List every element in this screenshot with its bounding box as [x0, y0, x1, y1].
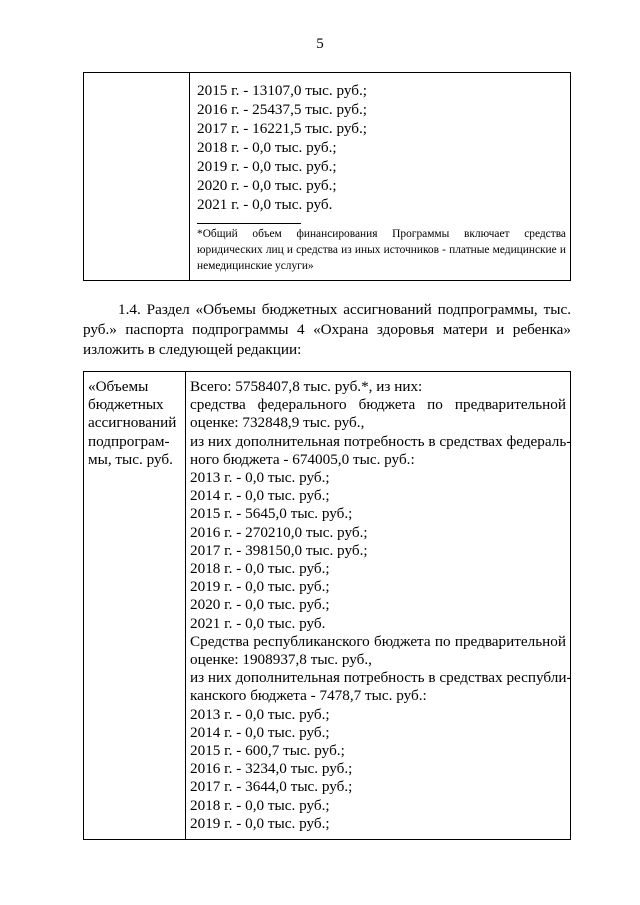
year-line: 2014 г. - 0,0 тыс. руб.;: [190, 487, 330, 505]
label-line: подпрограм-: [88, 432, 170, 450]
year-line: 2020 г. - 0,0 тыс. руб.;: [190, 596, 330, 614]
year-line: 2016 г. - 3234,0 тыс. руб.;: [190, 760, 353, 778]
funding-line: средства федерального бюджета по предварительной: [190, 396, 566, 414]
funding-line: из них дополнительная потребность в средствах республи-: [190, 669, 572, 687]
table2-label-cell: [84, 372, 186, 840]
year-line: 2015 г. - 600,7 тыс. руб.;: [190, 742, 345, 760]
label-line: «Объемы: [88, 378, 149, 395]
page-number: 5: [316, 36, 324, 52]
year-line: 2018 г. - 0,0 тыс. руб.;: [197, 139, 337, 156]
label-line: бюджетных: [88, 396, 164, 414]
footnote-rule: [197, 223, 301, 224]
year-line: 2013 г. - 0,0 тыс. руб.;: [190, 469, 330, 487]
year-line: 2017 г. - 3644,0 тыс. руб.;: [190, 778, 353, 796]
table2-content-cell: [186, 372, 571, 840]
year-line: 2020 г. - 0,0 тыс. руб.;: [197, 177, 337, 194]
label-line: ассигнований: [88, 414, 177, 432]
funding-table-continued: [83, 72, 571, 281]
year-line: 2019 г. - 0,0 тыс. руб.;: [190, 578, 330, 596]
year-line: 2019 г. - 0,0 тыс. руб.;: [190, 814, 330, 832]
year-line: 2015 г. - 13107,0 тыс. руб.;: [197, 82, 367, 99]
funding-table: [83, 371, 571, 840]
year-line: 2013 г. - 0,0 тыс. руб.;: [190, 705, 330, 723]
footnote: *Общий объем финансирования Программы включает средства юридических лиц и средства из иных источников - платные медицинские и немедицинские услуги»: [197, 228, 566, 272]
year-line: 2017 г. - 16221,5 тыс. руб.;: [197, 120, 367, 137]
funding-line: Средства республиканского бюджета по предварительной: [190, 632, 566, 650]
year-line: 2016 г. - 270210,0 тыс. руб.;: [190, 523, 368, 541]
table1-label-cell: [84, 73, 190, 281]
funding-line: Всего: 5758407,8 тыс. руб.*, из них:: [190, 378, 423, 395]
year-line: 2015 г. - 5645,0 тыс. руб.;: [190, 505, 353, 523]
year-line: 2021 г. - 0,0 тыс. руб.: [190, 614, 326, 632]
label-line: мы, тыс. руб.: [88, 450, 173, 468]
year-line: 2014 г. - 0,0 тыс. руб.;: [190, 723, 330, 741]
year-line: 2017 г. - 398150,0 тыс. руб.;: [190, 541, 368, 559]
year-line: 2018 г. - 0,0 тыс. руб.;: [190, 796, 330, 814]
year-line: 2016 г. - 25437,5 тыс. руб.;: [197, 101, 367, 118]
year-line: 2019 г. - 0,0 тыс. руб.;: [197, 158, 337, 175]
table1-content-cell: [190, 73, 571, 281]
funding-line: оценке: 732848,9 тыс. руб.,: [190, 414, 365, 432]
year-line: 2021 г. - 0,0 тыс. руб.: [197, 196, 333, 213]
year-line: 2018 г. - 0,0 тыс. руб.;: [190, 560, 330, 578]
funding-line: оценке: 1908937,8 тыс. руб.,: [190, 651, 372, 669]
funding-line: канского бюджета - 7478,7 тыс. руб.:: [190, 687, 427, 705]
funding-line: из них дополнительная потребность в средствах федераль-: [190, 432, 572, 450]
section-paragraph: 1.4. Раздел «Объемы бюджетных ассигнований подпрограммы, тыс. руб.» паспорта подпрограммы 4 «Охрана здоровья матери и ребенка» изложить в следующей редакции:: [83, 301, 571, 358]
funding-line: ного бюджета - 674005,0 тыс. руб.:: [190, 450, 415, 468]
